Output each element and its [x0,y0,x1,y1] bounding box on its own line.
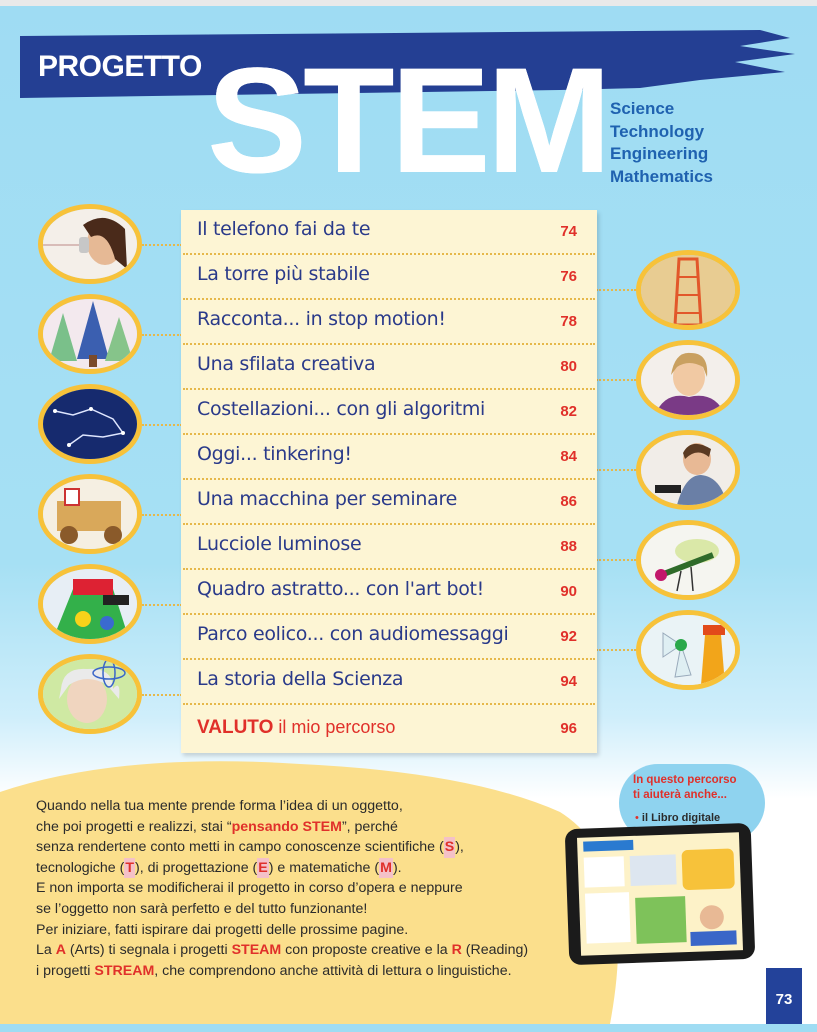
toc-item-title: Lucciole luminose [197,533,362,555]
toc-item[interactable] [181,615,597,660]
help-heading: In questo percorso ti aiuterà anche... [633,774,737,801]
toc-item[interactable] [181,210,597,255]
thumb-girl-phone [38,204,142,284]
toc-item-title: Oggi... tinkering! [197,443,352,465]
toc-item-page: 84 [560,448,577,465]
toc-item-page: 92 [560,628,577,645]
toc-item-title: Costellazioni... con gli algoritmi [197,398,486,420]
connector-line [142,424,182,426]
toc-item-page: 80 [560,358,577,375]
help-item[interactable]: • il Libro digitale [635,812,721,824]
table-of-contents [181,210,597,753]
intro-line: E non importa se modificherai il progetto in corso d’opera e neppure [36,880,463,897]
toc-item-title: La torre più stabile [197,263,370,285]
stem-acronym-list [610,98,713,188]
connector-line [142,604,182,606]
intro-line: Per iniziare, fatti ispirare dai progetti delle prossime pagine. [36,921,409,938]
thumb-tower [636,250,740,330]
toc-item-title: Una macchina per seminare [197,488,457,510]
connector-line [596,379,636,381]
thumb-paper-trees [38,294,142,374]
toc-final-page: 96 [560,720,577,737]
toc-item-title: Racconta... in stop motion! [197,308,446,330]
toc-item[interactable] [181,300,597,345]
intro-line: se l’oggetto non sarà perfetto e del tutto funzionante! [36,900,368,917]
intro-line: i progetti STREAM, che comprendono anche attività di lettura o linguistiche. [36,962,512,979]
toc-item[interactable] [181,525,597,570]
toc-final-item[interactable] [197,717,395,739]
toc-item-page: 94 [560,673,577,690]
connector-line [596,649,636,651]
toc-item-page: 76 [560,268,577,285]
toc-item-title: Quadro astratto... con l'art bot! [197,578,485,600]
toc-item-page: 86 [560,493,577,510]
acronym-technology: Technology [610,121,705,141]
intro-line: Quando nella tua mente prende forma l’idea di un oggetto, [36,798,403,814]
toc-item-title: Una sfilata creativa [197,353,376,375]
intro-line: tecnologiche (T), di progettazione (E) e matematiche (M). [36,858,556,879]
intro-line: che poi progetti e realizzi, stai “pensando STEM”, perché [36,818,398,835]
connector-line [596,469,636,471]
intro-paragraph [36,796,556,981]
header-title: STEM [207,36,608,204]
intro-line: La A (Arts) ti segnala i progetti STEAM con proposte creative e la R (Reading) [36,942,529,959]
bullet-icon: • [635,812,639,824]
acronym-science: Science [610,99,675,118]
toc-item-title: Parco eolico... con audiomessaggi [197,623,509,645]
tablet-screen [577,832,743,956]
toc-item-page: 78 [560,313,577,330]
toc-item-title: Il telefono fai da te [197,218,371,240]
page-top-edge [0,0,817,6]
toc-final-rest: il mio percorso [278,717,396,737]
connector-line [596,289,636,291]
thumb-constellation [38,384,142,464]
thumb-seeding-car [38,474,142,554]
toc-item-page: 90 [560,583,577,600]
header-kicker: PROGETTO [38,50,202,83]
thumb-einstein [38,654,142,734]
acronym-engineering: Engineering [610,144,709,163]
toc-item[interactable] [181,660,597,705]
connector-line [142,244,182,246]
toc-item-page: 88 [560,538,577,555]
thumb-boy-tinkering [636,430,740,510]
connector-line [142,334,182,336]
toc-item[interactable] [181,570,597,615]
dotted-divider [183,703,595,705]
connector-line [142,514,182,516]
acronym-mathematics: Mathematics [610,166,713,186]
toc-item[interactable] [181,390,597,435]
toc-item-page: 82 [560,403,577,420]
toc-item[interactable] [181,480,597,525]
thumb-art-bot [38,564,142,644]
toc-item-title: La storia della Scienza [197,668,404,690]
toc-item[interactable] [181,345,597,390]
tablet-image [565,823,756,965]
intro-line: senza rendertene conto metti in campo conoscenze scientifiche (S), [36,837,556,858]
page-number: 73 [766,968,802,1024]
toc-item[interactable] [181,435,597,480]
toc-final-bold: VALUTO [197,717,274,738]
toc-item-page: 74 [560,223,577,240]
toc-item[interactable] [181,255,597,300]
thumb-girl-scarf [636,340,740,420]
thumb-firefly [636,520,740,600]
thumb-wind-turbine [636,610,740,690]
connector-line [142,694,182,696]
connector-line [596,559,636,561]
